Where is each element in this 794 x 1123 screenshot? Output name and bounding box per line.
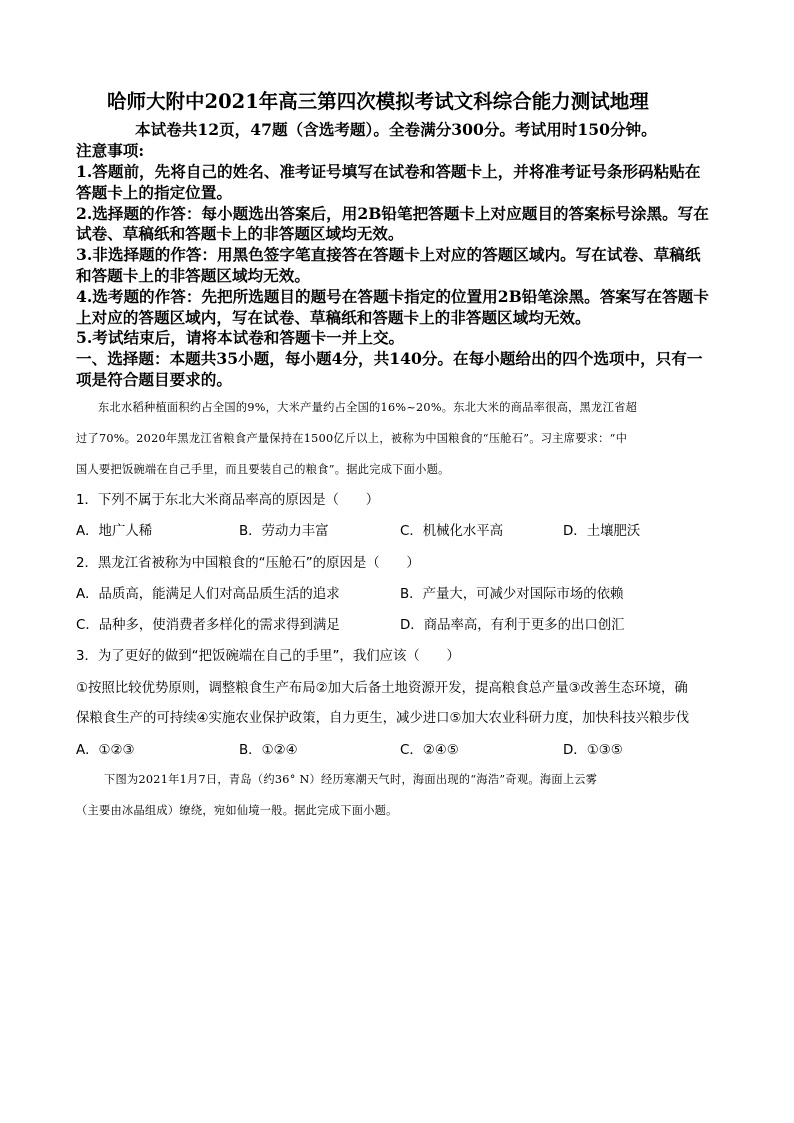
- note-line: 和答题卡上的非答题区域均无效。: [76, 266, 310, 285]
- question-2-stem: 2．黑龙江省被称为中国粮食的“压舱石”的原因是（ ）: [76, 556, 420, 571]
- question-2-option-a: A．品质高，能满足人们对高品质生活的追求: [76, 587, 340, 602]
- passage-line: 东北水稻种植面积约占全国的9%，大米产量约占全国的16%~20%。东北大米的商品率很高，黑龙江省超: [98, 401, 638, 414]
- question-2-option-d: D．商品率高，有利于更多的出口创汇: [400, 618, 625, 633]
- exam-title: 哈师大附中2021年高三第四次模拟考试文科综合能力测试地理: [107, 90, 649, 113]
- note-line: 上对应的答题区域内，写在试卷、草稿纸和答题卡上的非答题区域均无效。: [76, 308, 591, 327]
- question-3-body: ①按照比较优势原则，调整粮食生产布局②加大后备土地资源开发，提高粮食总产量③改善生态环境，确: [76, 681, 688, 696]
- question-1-option-d: D．土壤肥沃: [563, 524, 641, 539]
- section-heading: 项是符合题目要求的。: [76, 370, 232, 389]
- question-1-stem: 1．下列不属于东北大米商品率高的原因是（ ）: [76, 493, 380, 508]
- passage-line: 下图为2021年1月7日，青岛（约36° N）经历寒潮天气时，海面出现的“海浩”奇观。海面上云雾: [104, 773, 598, 786]
- question-1-option-a: A．地广人稀: [76, 524, 153, 539]
- question-3-option-d: D．①③⑤: [563, 743, 623, 758]
- passage-line: 国人要把饭碗端在自己手里，而且要装自己的粮食”。据此完成下面小题。: [76, 463, 450, 476]
- question-3-stem: 3．为了更好的做到“把饭碗端在自己的手里”，我们应该（ ）: [76, 649, 460, 664]
- passage-line: 过了70%。2020年黑龙江省粮食产量保持在1500亿斤以上，被称为中国粮食的“压舱石”。习主席要求：“中: [76, 432, 628, 445]
- notes-heading: 注意事项:: [76, 141, 145, 160]
- note-line: 试卷、草稿纸和答题卡上的非答题区域均无效。: [76, 224, 404, 243]
- note-line: 5.考试结束后，请将本试卷和答题卡一并上交。: [76, 328, 405, 347]
- exam-subtitle: 本试卷共12页，47题（含选考题）。全卷满分300分。考试用时150分钟。: [135, 120, 657, 139]
- note-line: 4.选考题的作答：先把所选题目的题号在答题卡指定的位置用2B铅笔涂黑。答案写在答题卡: [76, 287, 709, 306]
- question-1-option-c: C．机械化水平高: [400, 524, 504, 539]
- passage-line: （主要由冰晶组成）缭绕，宛如仙境一般。据此完成下面小题。: [76, 804, 398, 817]
- question-2-option-b: B．产量大，可减少对国际市场的依赖: [400, 587, 624, 602]
- question-3-body: 保粮食生产的可持续④实施农业保护政策，自力更生，减少进口⑤加大农业科研力度，加快科技兴粮步伐: [76, 711, 690, 726]
- note-line: 答题卡上的指定位置。: [76, 183, 232, 202]
- question-1-option-b: B．劳动力丰富: [239, 524, 329, 539]
- question-3-option-a: A．①②③: [76, 743, 135, 758]
- question-2-option-c: C．品种多，使消费者多样化的需求得到满足: [76, 618, 340, 633]
- question-3-option-c: C．②④⑤: [400, 743, 459, 758]
- section-heading: 一、选择题：本题共35小题，每小题4分，共140分。在每小题给出的四个选项中，只有一: [76, 349, 703, 368]
- note-line: 2.选择题的作答：每小题选出答案后，用2B铅笔把答题卡上对应题目的答案标号涂黑。写在: [76, 204, 709, 223]
- note-line: 3.非选择题的作答：用黑色签字笔直接答在答题卡上对应的答题区域内。写在试卷、草稿纸: [76, 245, 701, 264]
- question-3-option-b: B．①②④: [239, 743, 298, 758]
- note-line: 1.答题前，先将自己的姓名、准考证号填写在试卷和答题卡上，并将准考证号条形码粘贴在: [76, 162, 701, 181]
